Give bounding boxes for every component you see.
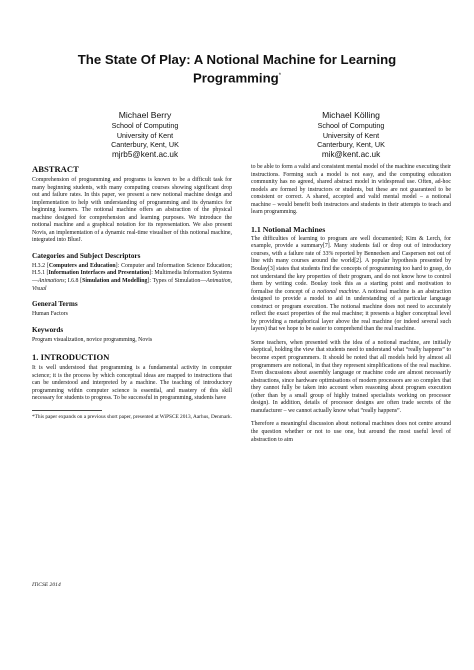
author-email: mjrb5@kent.ac.uk — [111, 149, 179, 159]
author-school: School of Computing — [317, 121, 385, 130]
author-name: Michael Kölling — [322, 110, 380, 120]
introduction-heading: 1. INTRODUCTION — [32, 352, 110, 363]
author-city: Canterbury, Kent, UK — [317, 140, 385, 150]
author-school: School of Computing — [111, 121, 179, 130]
categories-heading: Categories and Subject Descriptors — [32, 251, 141, 260]
author-email: mik@kent.ac.uk — [321, 149, 381, 159]
author-block-1 — [60, 110, 230, 159]
introduction-text: It is well understood that programming is a fundamental activity in computer science; it is the process by which conceptual ideas are mapped to instructions that can be understood and interpreted by a machine. The teaching of introductory programming within computer science is essential, and mastery of this skill necessary for students to progress. To be successful in programming, students have — [32, 365, 232, 402]
title-footnote-marker: * — [278, 73, 282, 79]
keywords-heading: Keywords — [32, 325, 64, 334]
right-column — [251, 164, 451, 444]
title-line-2: Programming — [192, 70, 279, 86]
author-block-2 — [266, 110, 436, 159]
paragraph-mental-model: to be able to form a valid and consistent mental model of the machine executing their instructions. Forming such a model is not easy, and the computing education community has no agreed, shared abstract model in widespread use. Often, ad-hoc models are formed by instructors or students, but these are not guaranteed to be consistent or correct. A shared, accepted and valid mental model – a notional machine – would benefit both instructors and students in their attempts to teach and learn programming. — [251, 164, 451, 216]
author-university: University of Kent — [116, 130, 174, 140]
author-university: University of Kent — [322, 130, 380, 140]
paragraph-teachers: Some teachers, when presented with the idea of a notional machine, are initially skeptical, holding the view that students need to understand what “really happens” to become expert programmers. It should be noted that all models held by almost all programmers are notional, in that they represent simplifications of the real machine. Even discussions about assembly language or machine code are almost necessarily abstractions, since hardware optimisations of modern processors are so complex that they cannot fully be taken into account when reasoning about program execution (other than by a small group of highly trained specialists working on processor design). In addition, details of processor designs are often trade secrets of the manufacturer – we cannot actually know what “really happens”. — [251, 339, 451, 414]
keywords-text: Program visualization, novice programming, Novis — [32, 336, 153, 343]
subsection-heading-notional-machines: 1.1 Notional Machines — [251, 224, 326, 234]
footnote-text: *This paper expands on a previous short paper, presented at WiPSCE 2013, Aarhus, Denmark. — [32, 413, 232, 420]
paragraph-notional-machines: The difficulties of learning to program are well documented; Kim & Lerch, for example, provide a summary[7]. Many students fail or drop out of introductory courses, with a failure rate of 33% reported by Bennedsen and Caspersen not out of line with many courses around the world[2]. A popular hypothesis presented by Boulay[3] states that students find the concepts of programming too hard to grasp, do not understand the key properties of their program, and do not know how to control them by writing code. Boulay took this as a starting point and motivation to formalise the concept of a notional machine. A notional machine is an abstraction designed to provide a model to aid in understanding of a particular language construct or program execution. The notional machine does not need to accurately reflect the exact properties of the real machine; it presents a higher conceptual level by providing a metaphorical layer above the real machine (or indeed several such layers) that we hope to be easier to comprehend than the real machine. — [251, 235, 452, 333]
author-name: Michael Berry — [118, 110, 172, 120]
conference-footer: ITiCSE 2014 — [32, 582, 61, 588]
paper-title — [30, 52, 444, 86]
general-terms-text: Human Factors — [32, 311, 68, 318]
footnote-rule — [32, 410, 102, 411]
categories-text: H.3.2 [Computers and Education]: Computer and Information Science Education; H.5.1 [Information Interfaces and Presentation]: Multimedia Information Systems—Animations; I.6.8 [Simulation and Modelling]: Types of Simulation—Animation, Visual — [32, 262, 232, 292]
author-city: Canterbury, Kent, UK — [111, 140, 179, 150]
general-terms-heading: General Terms — [32, 300, 78, 309]
paragraph-therefore: Therefore a meaningful discussion about notional machines does not centre around the question whether or not to use one, but around the most useful level of abstraction to aim — [251, 421, 451, 443]
abstract-heading: ABSTRACT — [32, 164, 79, 174]
title-line-1: The State Of Play: A Notional Machine for Learning — [77, 52, 397, 67]
left-column — [32, 164, 232, 421]
abstract-text: Comprehension of programming and programs is known to be a difficult task for many beginning students, with many computing courses showing significant drop out and failure rates. In this paper, we present a new notional machine design and implementation to help with understanding of programming and its dynamics for beginning learners. The notional machine offers an abstraction of the physical machine designed for comprehension and learning purposes. We introduce the notional machine and a graphical notation for its representation. We also present Novis, an implementation of a dynamic real-time visualiser of this notional machine, integrated into BlueJ. — [32, 177, 232, 244]
